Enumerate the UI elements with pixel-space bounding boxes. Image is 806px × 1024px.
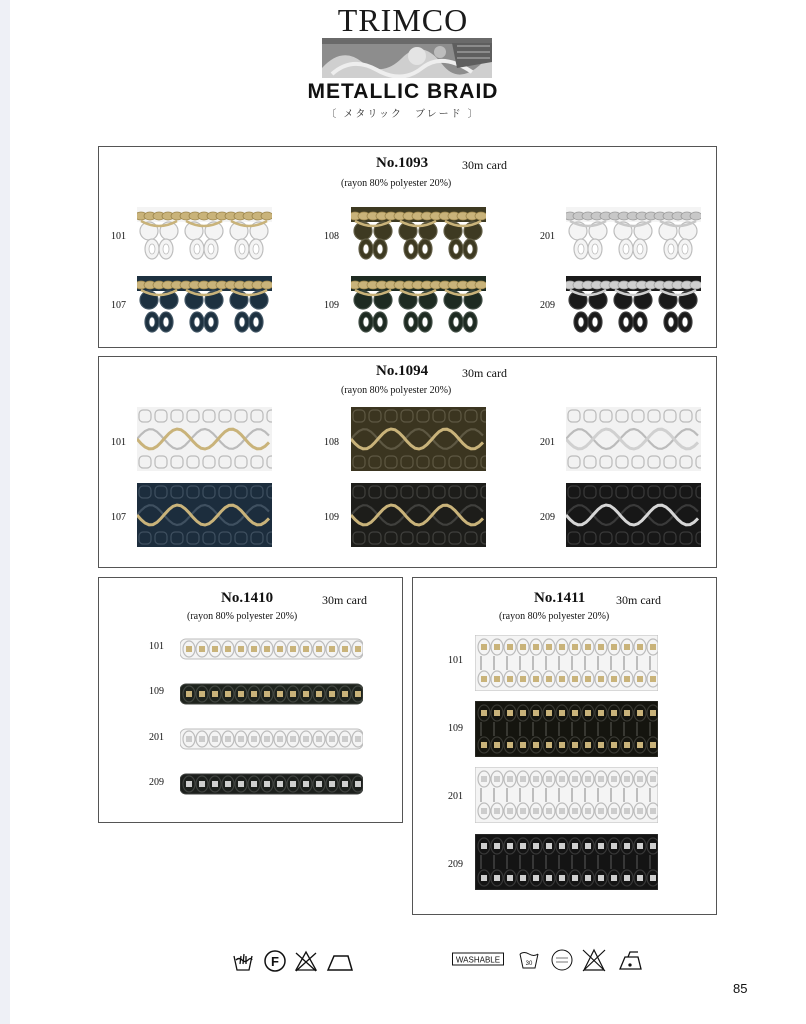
panel-1410 [98,577,403,823]
braid-swatch [137,207,272,265]
page-title: METALLIC BRAID [307,80,499,103]
page-edge [0,0,10,1024]
page-subtitle: 〔 メタリック ブレード 〕 [326,109,480,120]
product-number: No.1093 [376,155,429,171]
color-code: 107 [111,512,126,523]
braid-swatch [351,407,486,471]
card-length: 30m card [616,593,661,607]
composition: (rayon 80% polyester 20%) [341,385,452,396]
braid-swatch [351,276,486,338]
braid-swatch [180,727,363,751]
iron-low-icon [328,956,352,970]
panel-1094 [98,356,717,568]
braid-swatch [475,701,658,757]
color-code: 201 [540,437,555,448]
color-code: 107 [111,300,126,311]
braid-swatch [475,834,658,890]
braid-swatch [137,407,272,471]
braid-swatch [180,637,363,661]
svg-text:30: 30 [525,961,533,967]
color-code: 209 [448,859,463,870]
svg-text:F: F [271,954,279,969]
color-code: 101 [448,655,463,666]
color-code: 209 [149,777,164,788]
composition: (rayon 80% polyester 20%) [499,611,610,622]
panel-1093 [98,146,717,348]
color-code: 109 [324,512,339,523]
braid-swatch [351,207,486,265]
color-code: 209 [540,512,555,523]
braid-swatch [475,635,658,691]
product-number: No.1410 [221,590,274,606]
braid-swatch [137,483,272,547]
card-length: 30m card [462,366,507,380]
color-code: 108 [324,437,339,448]
braid-swatch [566,207,701,265]
product-number: No.1411 [534,590,586,606]
wash-30-icon [520,953,538,969]
braid-swatch [180,772,363,796]
color-code: 209 [540,300,555,311]
no-bleach-icon [583,950,605,971]
color-code: 108 [324,231,339,242]
color-code: 101 [111,231,126,242]
care-symbols-right [452,944,652,974]
composition: (rayon 80% polyester 20%) [187,611,298,622]
svg-text:WASHABLE: WASHABLE [455,955,501,965]
color-code: 109 [324,300,339,311]
dry-clean-circle-icon [552,950,572,970]
braid-swatch [566,483,701,547]
braid-swatch [475,767,658,823]
no-bleach-icon [296,952,316,971]
color-code: 101 [111,437,126,448]
brand-logo: TRIMCO [337,2,469,38]
color-code: 101 [149,641,164,652]
washable-badge [453,953,504,965]
color-code: 201 [448,791,463,802]
color-code: 201 [540,231,555,242]
panel-1411 [412,577,717,915]
page-number: 85 [733,981,748,996]
braid-swatch [137,276,272,338]
color-code: 109 [149,686,164,697]
card-length: 30m card [322,593,367,607]
dry-clean-f-icon [265,951,285,971]
hand-wash-icon [234,954,252,970]
card-length: 30m card [462,158,507,172]
braid-swatch [180,682,363,706]
care-symbols-left [230,948,360,974]
braid-swatch [566,407,701,471]
color-code: 201 [149,732,164,743]
braid-swatch [566,276,701,338]
hero-photo [322,38,492,78]
color-code: 109 [448,723,463,734]
braid-swatch [351,483,486,547]
iron-icon [620,952,641,969]
composition: (rayon 80% polyester 20%) [341,178,452,189]
product-number: No.1094 [376,363,429,379]
